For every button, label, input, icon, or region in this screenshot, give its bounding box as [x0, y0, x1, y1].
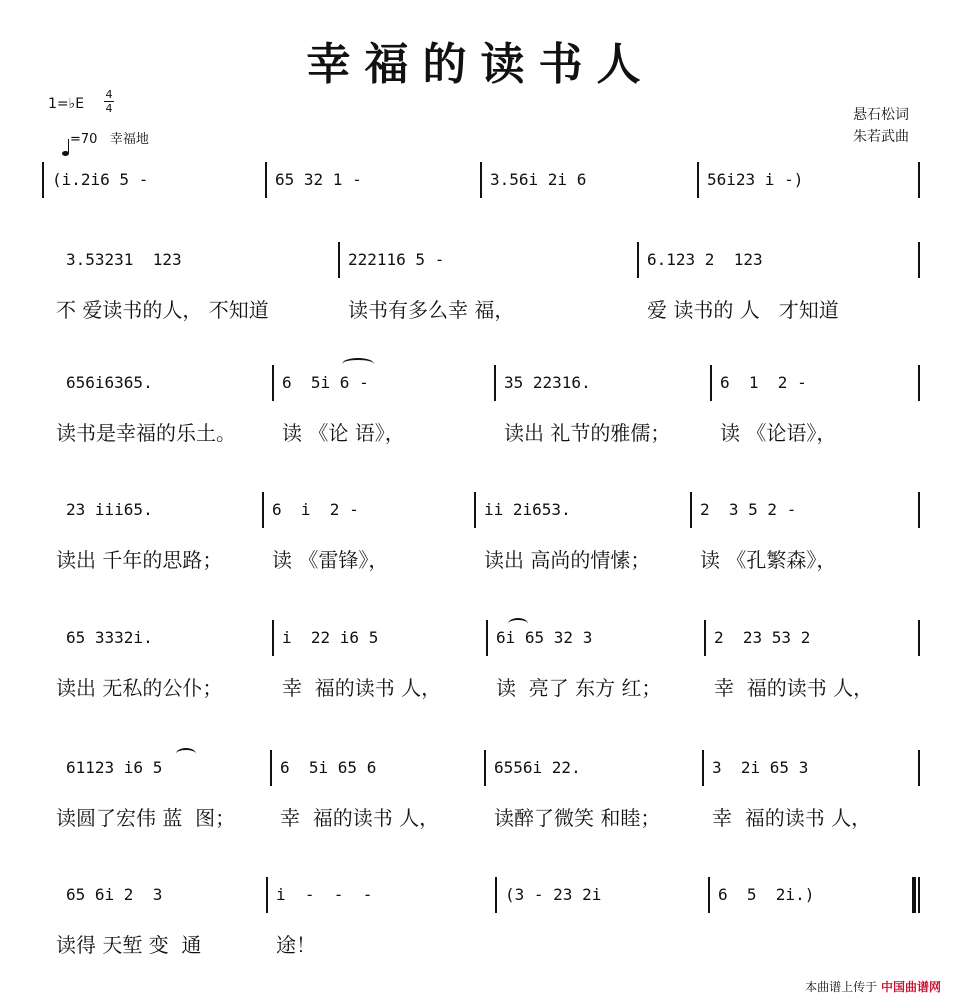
measure-notes: 6556i 22.: [494, 758, 581, 777]
measure-notes: ii 2i653.: [484, 500, 571, 519]
tempo-marking: [60, 128, 149, 147]
measure-notes: 2 23 53 2: [714, 628, 811, 647]
bar-line: [494, 365, 496, 401]
lyric-line: 读圆了宏伟 蓝 图；: [56, 806, 236, 830]
bar-line: [918, 750, 920, 786]
site-name: 中国曲谱网: [880, 980, 941, 994]
bar-line: [918, 365, 920, 401]
lyric-line: 不 爱读书的人， 不知道: [56, 298, 269, 322]
measure-notes: 3.53231 123: [66, 250, 182, 269]
lyric-line: 读书有多么幸 福，: [348, 298, 515, 322]
measure-notes: 23 iii65.: [66, 500, 153, 519]
bar-line: [918, 162, 920, 198]
bar-line: [42, 162, 44, 198]
measure-notes: 3.56i 2i 6: [490, 170, 587, 189]
bar-line: [918, 877, 920, 913]
footer-credit: [805, 978, 941, 995]
composer: 朱若武曲: [853, 129, 909, 145]
measure-notes: 656i6365.: [66, 373, 153, 392]
slur-mark: [508, 618, 528, 630]
key-signature: 1=♭E: [48, 96, 85, 112]
lyric-line: 幸 福的读书 人，: [714, 676, 874, 700]
lyric-line: 读醉了微笑 和睦；: [494, 806, 661, 830]
credits: [853, 104, 909, 148]
lyric-line: 读 《论 语》，: [282, 421, 405, 445]
measure-notes: (3 - 23 2i: [505, 885, 602, 904]
bar-line: [710, 365, 712, 401]
measure-notes: 2 3 5 2 -: [700, 500, 797, 519]
lyric-line: 幸 福的读书 人，: [282, 676, 442, 700]
bar-line: [272, 365, 274, 401]
lyric-line: 读出 千年的思路；: [56, 548, 223, 572]
measure-notes: 35 22316.: [504, 373, 591, 392]
final-bar-line: [912, 877, 916, 913]
measure-notes: 6 1 2 -: [720, 373, 807, 392]
song-title: 幸福的读书人: [306, 39, 655, 90]
measure-notes: 65 32 1 -: [275, 170, 362, 189]
lyric-line: 读出 高尚的情愫；: [484, 548, 651, 572]
bar-line: [702, 750, 704, 786]
bar-line: [697, 162, 699, 198]
lyric-line: 读出 无私的公仆；: [56, 676, 223, 700]
bar-line: [918, 620, 920, 656]
bar-line: [690, 492, 692, 528]
measure-notes: 222116 5 -: [348, 250, 445, 269]
measure-notes: 61123 i6 5: [66, 758, 163, 777]
bar-line: [484, 750, 486, 786]
measure-notes: 3 2i 65 3: [712, 758, 809, 777]
lyric-line: 幸 福的读书 人，: [712, 806, 872, 830]
lyric-line: 读 《论语》，: [720, 421, 837, 445]
lyric-line: 读 亮了 东方 红；: [496, 676, 662, 700]
mood-marking: 幸福地: [109, 132, 149, 147]
meter-bottom: 4: [105, 102, 113, 115]
lyric-line: 途！: [276, 933, 316, 957]
lyric-line: 读书是幸福的乐土。: [56, 421, 236, 445]
lyric-line: 幸 福的读书 人，: [280, 806, 440, 830]
time-signature: [104, 88, 114, 115]
measure-notes: i 22 i6 5: [282, 628, 379, 647]
measure-notes: 6 5i 6 -: [282, 373, 369, 392]
bar-line: [637, 242, 639, 278]
measure-notes: 6 5i 65 6: [280, 758, 377, 777]
bar-line: [474, 492, 476, 528]
bar-line: [918, 492, 920, 528]
measure-notes: 65 6i 2 3: [66, 885, 163, 904]
bar-line: [486, 620, 488, 656]
lyric-line: 读出 礼节的雅儒；: [504, 421, 671, 445]
bar-line: [918, 242, 920, 278]
lyric-line: 读 《孔繁森》，: [700, 548, 837, 572]
slur-mark: [342, 358, 374, 370]
measure-notes: 6 5 2i.): [718, 885, 815, 904]
bar-line: [338, 242, 340, 278]
bar-line: [708, 877, 710, 913]
upload-text: 本曲谱上传于: [805, 980, 878, 994]
lyric-line: 读 《雷锋》，: [272, 548, 389, 572]
lyric-line: 读得 天堑 变 通: [56, 933, 202, 957]
bar-line: [266, 877, 268, 913]
bar-line: [262, 492, 264, 528]
measure-notes: 6 i 2 -: [272, 500, 359, 519]
bar-line: [265, 162, 267, 198]
lyricist: 悬石松词: [853, 107, 909, 123]
lyric-line: 爱 读书的 人 才知道: [647, 298, 839, 322]
meter-top: 4: [105, 88, 113, 101]
bar-line: [480, 162, 482, 198]
slur-mark: [176, 748, 196, 760]
measure-notes: 56i23 i -): [707, 170, 804, 189]
measure-notes: i - - -: [276, 885, 373, 904]
measure-notes: 6i 65 32 3: [496, 628, 593, 647]
measure-notes: (i.2i6 5 -: [52, 170, 149, 189]
bar-line: [704, 620, 706, 656]
bar-line: [272, 620, 274, 656]
bar-line: [495, 877, 497, 913]
measure-notes: 6.123 2 123: [647, 250, 763, 269]
measure-notes: 65 3332i.: [66, 628, 153, 647]
bar-line: [270, 750, 272, 786]
tempo-value: =70: [70, 132, 98, 147]
